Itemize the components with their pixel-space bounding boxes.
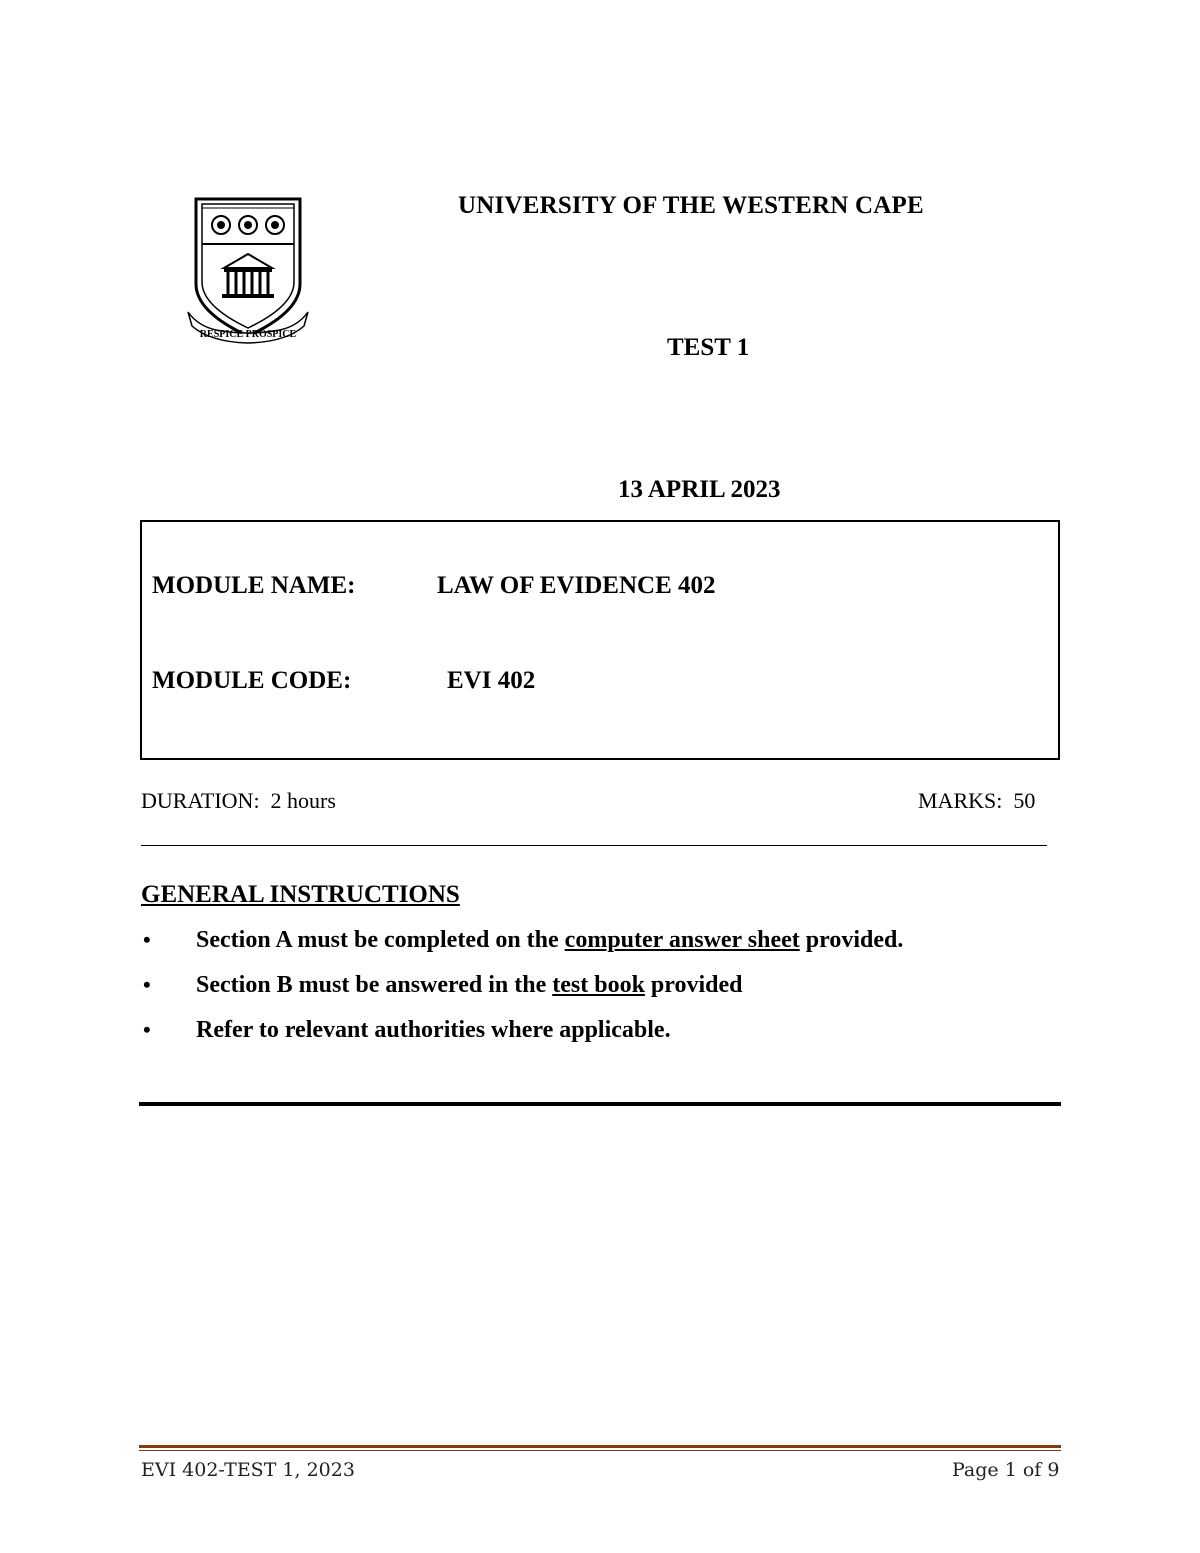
instruction-text: provided.	[799, 927, 904, 953]
test-date: 13 APRIL 2023	[618, 476, 781, 503]
test-title: TEST 1	[667, 334, 750, 361]
instruction-text: Refer to relevant authorities where applicable.	[196, 1017, 671, 1043]
module-name-label: MODULE NAME:	[152, 572, 356, 599]
footer-rule-thin	[139, 1450, 1061, 1451]
instruction-item	[196, 1017, 671, 1044]
module-code-label: MODULE CODE:	[152, 667, 352, 694]
instruction-text: Section B must be answered in the	[196, 972, 553, 998]
duration: DURATION: 2 hours	[141, 788, 336, 813]
instruction-text: Section A must be completed on the	[196, 927, 565, 953]
university-name: UNIVERSITY OF THE WESTERN CAPE	[458, 192, 924, 219]
section-divider	[139, 1102, 1061, 1106]
module-name-value: LAW OF EVIDENCE 402	[437, 572, 716, 599]
bullet-icon: •	[143, 1017, 151, 1042]
instruction-emphasis: test book	[552, 972, 645, 998]
module-info-box	[140, 520, 1060, 760]
bullet-icon: •	[143, 927, 151, 952]
instruction-text: provided	[644, 972, 743, 998]
marks: MARKS: 50	[918, 788, 1036, 813]
divider	[141, 845, 1047, 846]
module-code-value: EVI 402	[447, 667, 536, 694]
instructions-heading: GENERAL INSTRUCTIONS	[141, 881, 460, 908]
instruction-item	[196, 972, 743, 999]
footer-page-number: Page 1 of 9	[952, 1459, 1060, 1481]
footer-doc-id: EVI 402-TEST 1, 2023	[141, 1459, 355, 1481]
footer-rule	[139, 1445, 1061, 1448]
bullet-icon: •	[143, 972, 151, 997]
instruction-item	[196, 927, 903, 954]
university-crest-icon	[186, 194, 310, 344]
instruction-emphasis: computer answer sheet	[564, 927, 800, 953]
svg-text:RESPICE PROSPICE: RESPICE PROSPICE	[199, 329, 297, 340]
